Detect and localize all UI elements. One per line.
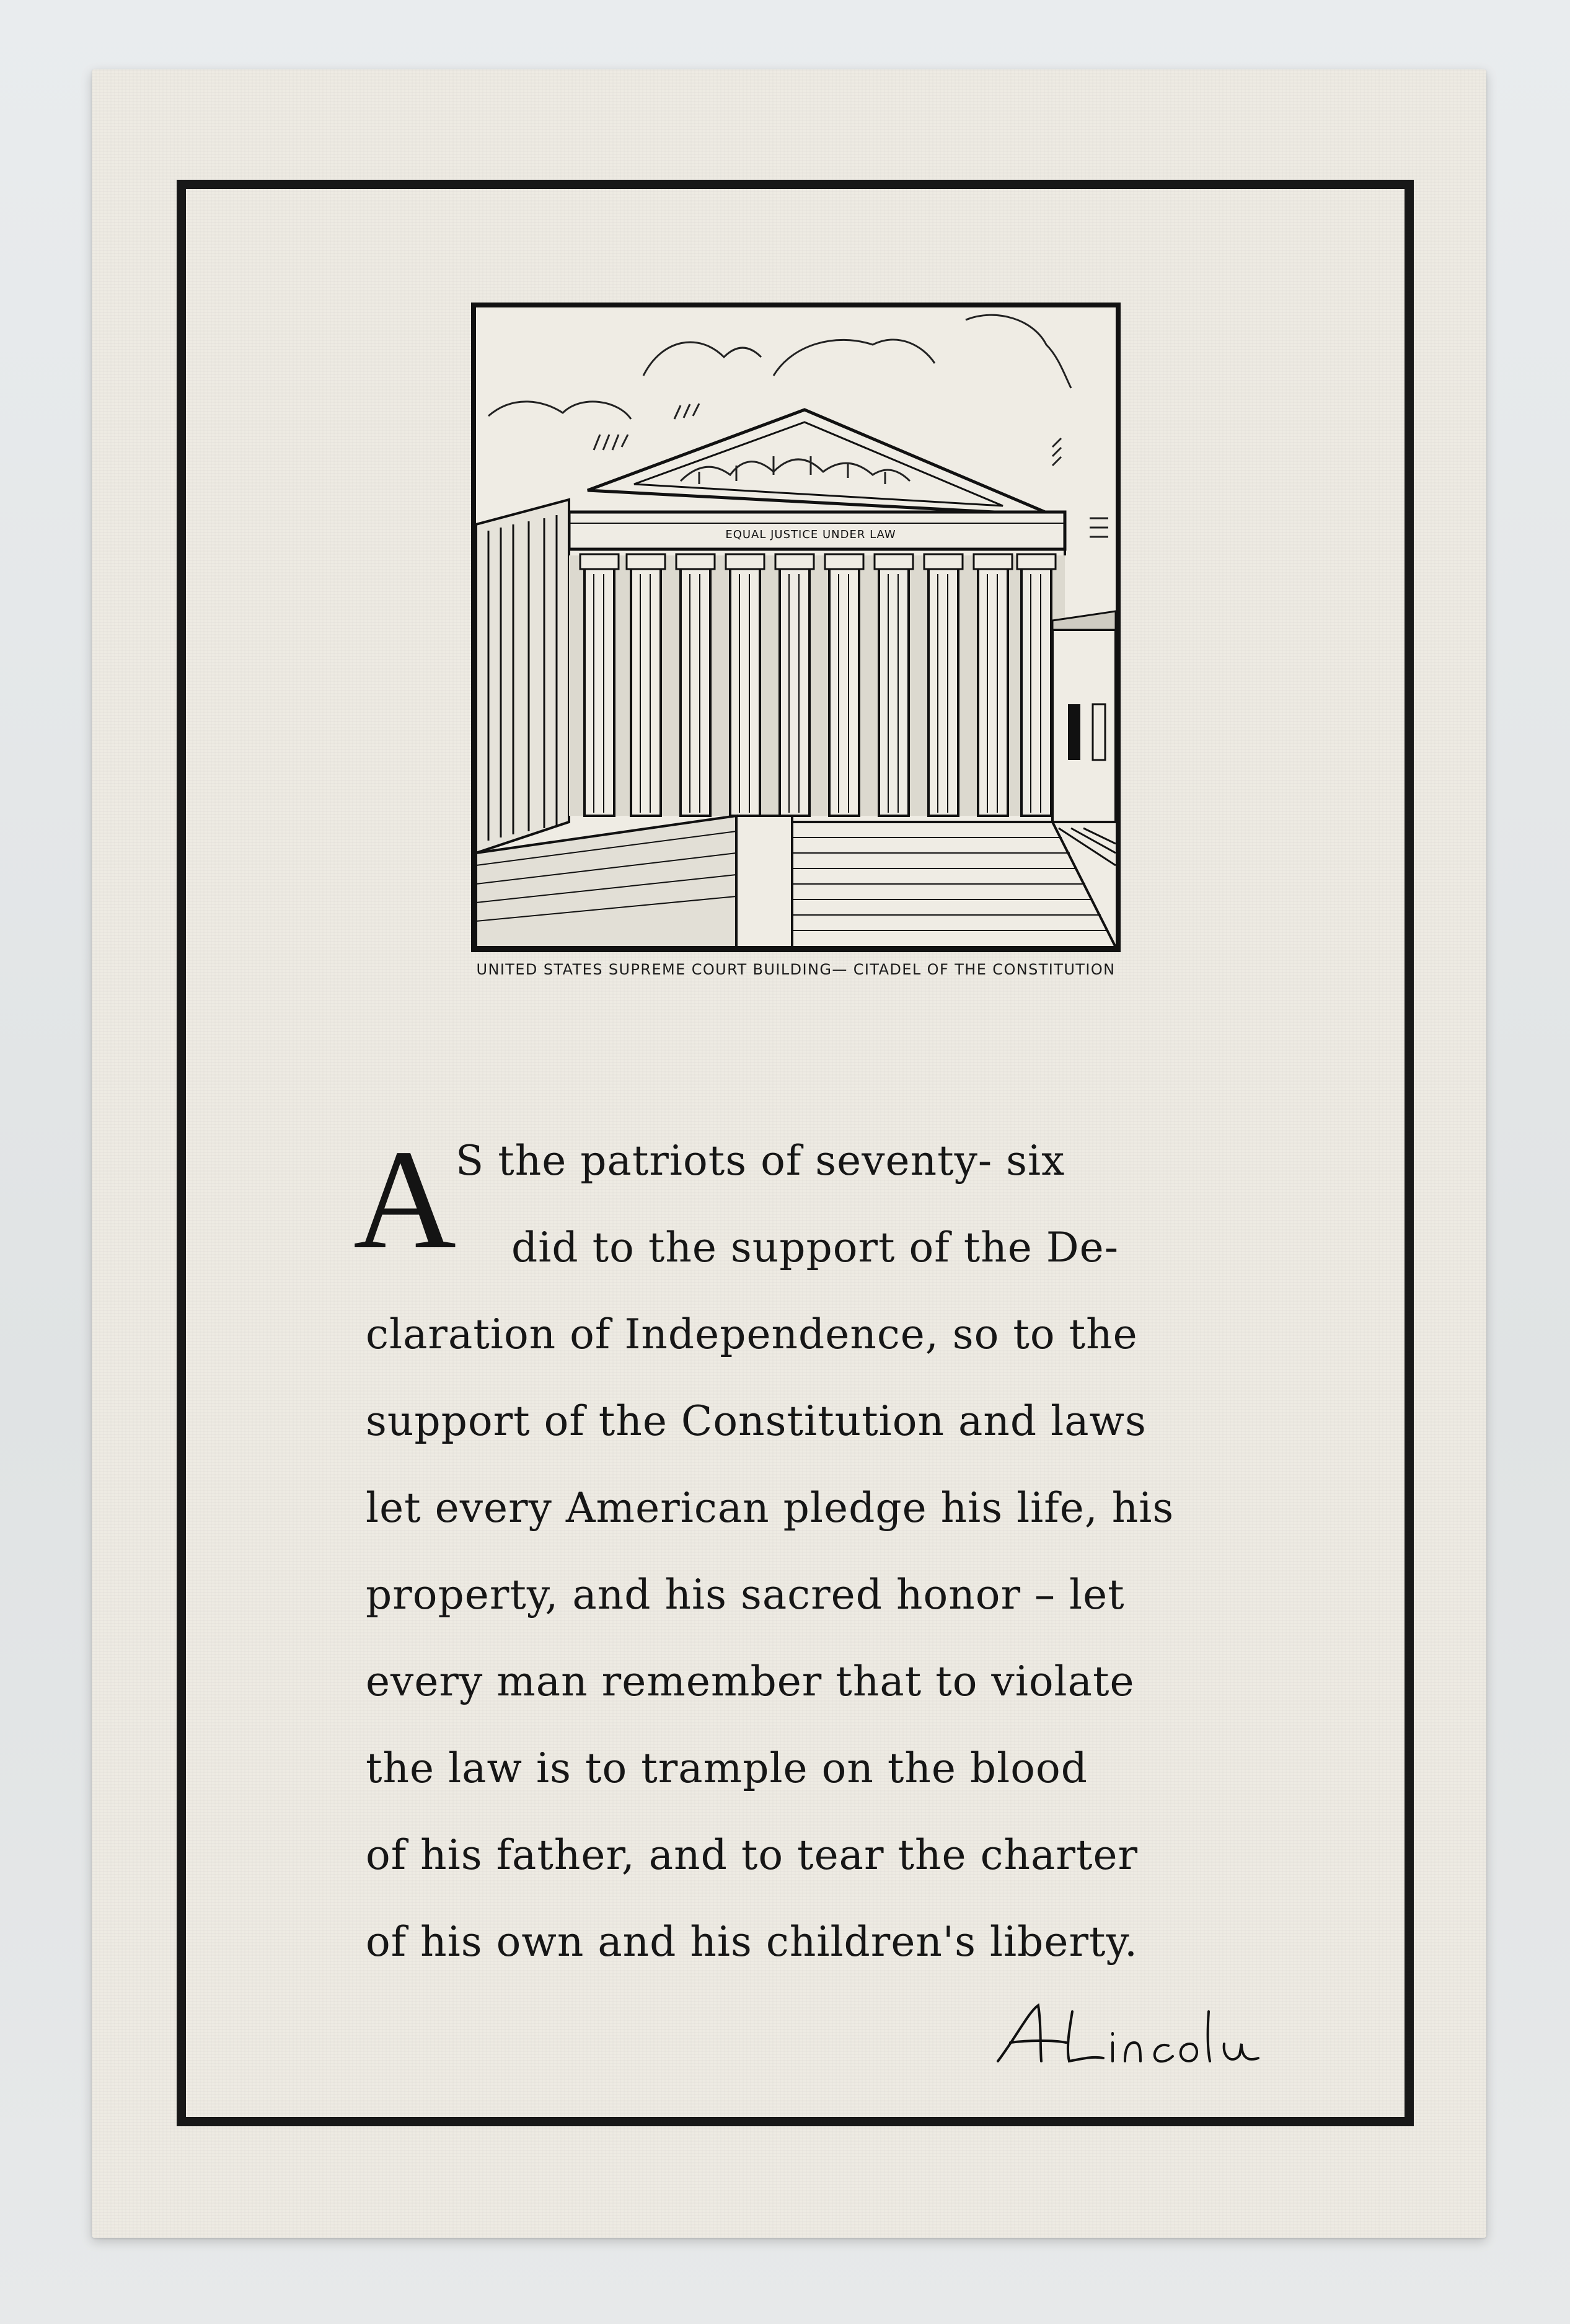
quote-line: property, and his sacred honor – let (366, 1571, 1125, 1619)
quote-line: did to the support of the De- (511, 1224, 1119, 1271)
quote-line: S the patriots of seventy- six (456, 1137, 1065, 1185)
pediment (588, 410, 1052, 515)
supreme-court-illustration (471, 303, 1121, 952)
quote-line: of his own and his children's liberty. (366, 1918, 1139, 1966)
right-wing (1052, 611, 1116, 822)
quote-line: support of the Constitution and laws (366, 1397, 1147, 1445)
illustration-caption: UNITED STATES SUPREME COURT BUILDING— CITADEL OF THE CONSTITUTION (476, 961, 1116, 978)
quote-line: claration of Independence, so to the (366, 1310, 1138, 1358)
frieze-inscription: EQUAL JUSTICE UNDER LAW (725, 528, 896, 541)
quote-line: the law is to trample on the blood (366, 1744, 1088, 1792)
quote-line: let every American pledge his life, his (366, 1484, 1175, 1532)
steps (476, 816, 1116, 947)
drop-cap: A (353, 1120, 457, 1278)
signature-drawing (992, 1999, 1295, 2074)
entablature (569, 512, 1065, 555)
quote-line: of his father, and to tear the charter (366, 1831, 1139, 1879)
supreme-court-drawing (476, 307, 1116, 947)
left-wing (476, 500, 569, 853)
colonnade (569, 554, 1065, 816)
quote-line: every man remember that to violate (366, 1658, 1135, 1705)
lincoln-signature (992, 1999, 1295, 2074)
